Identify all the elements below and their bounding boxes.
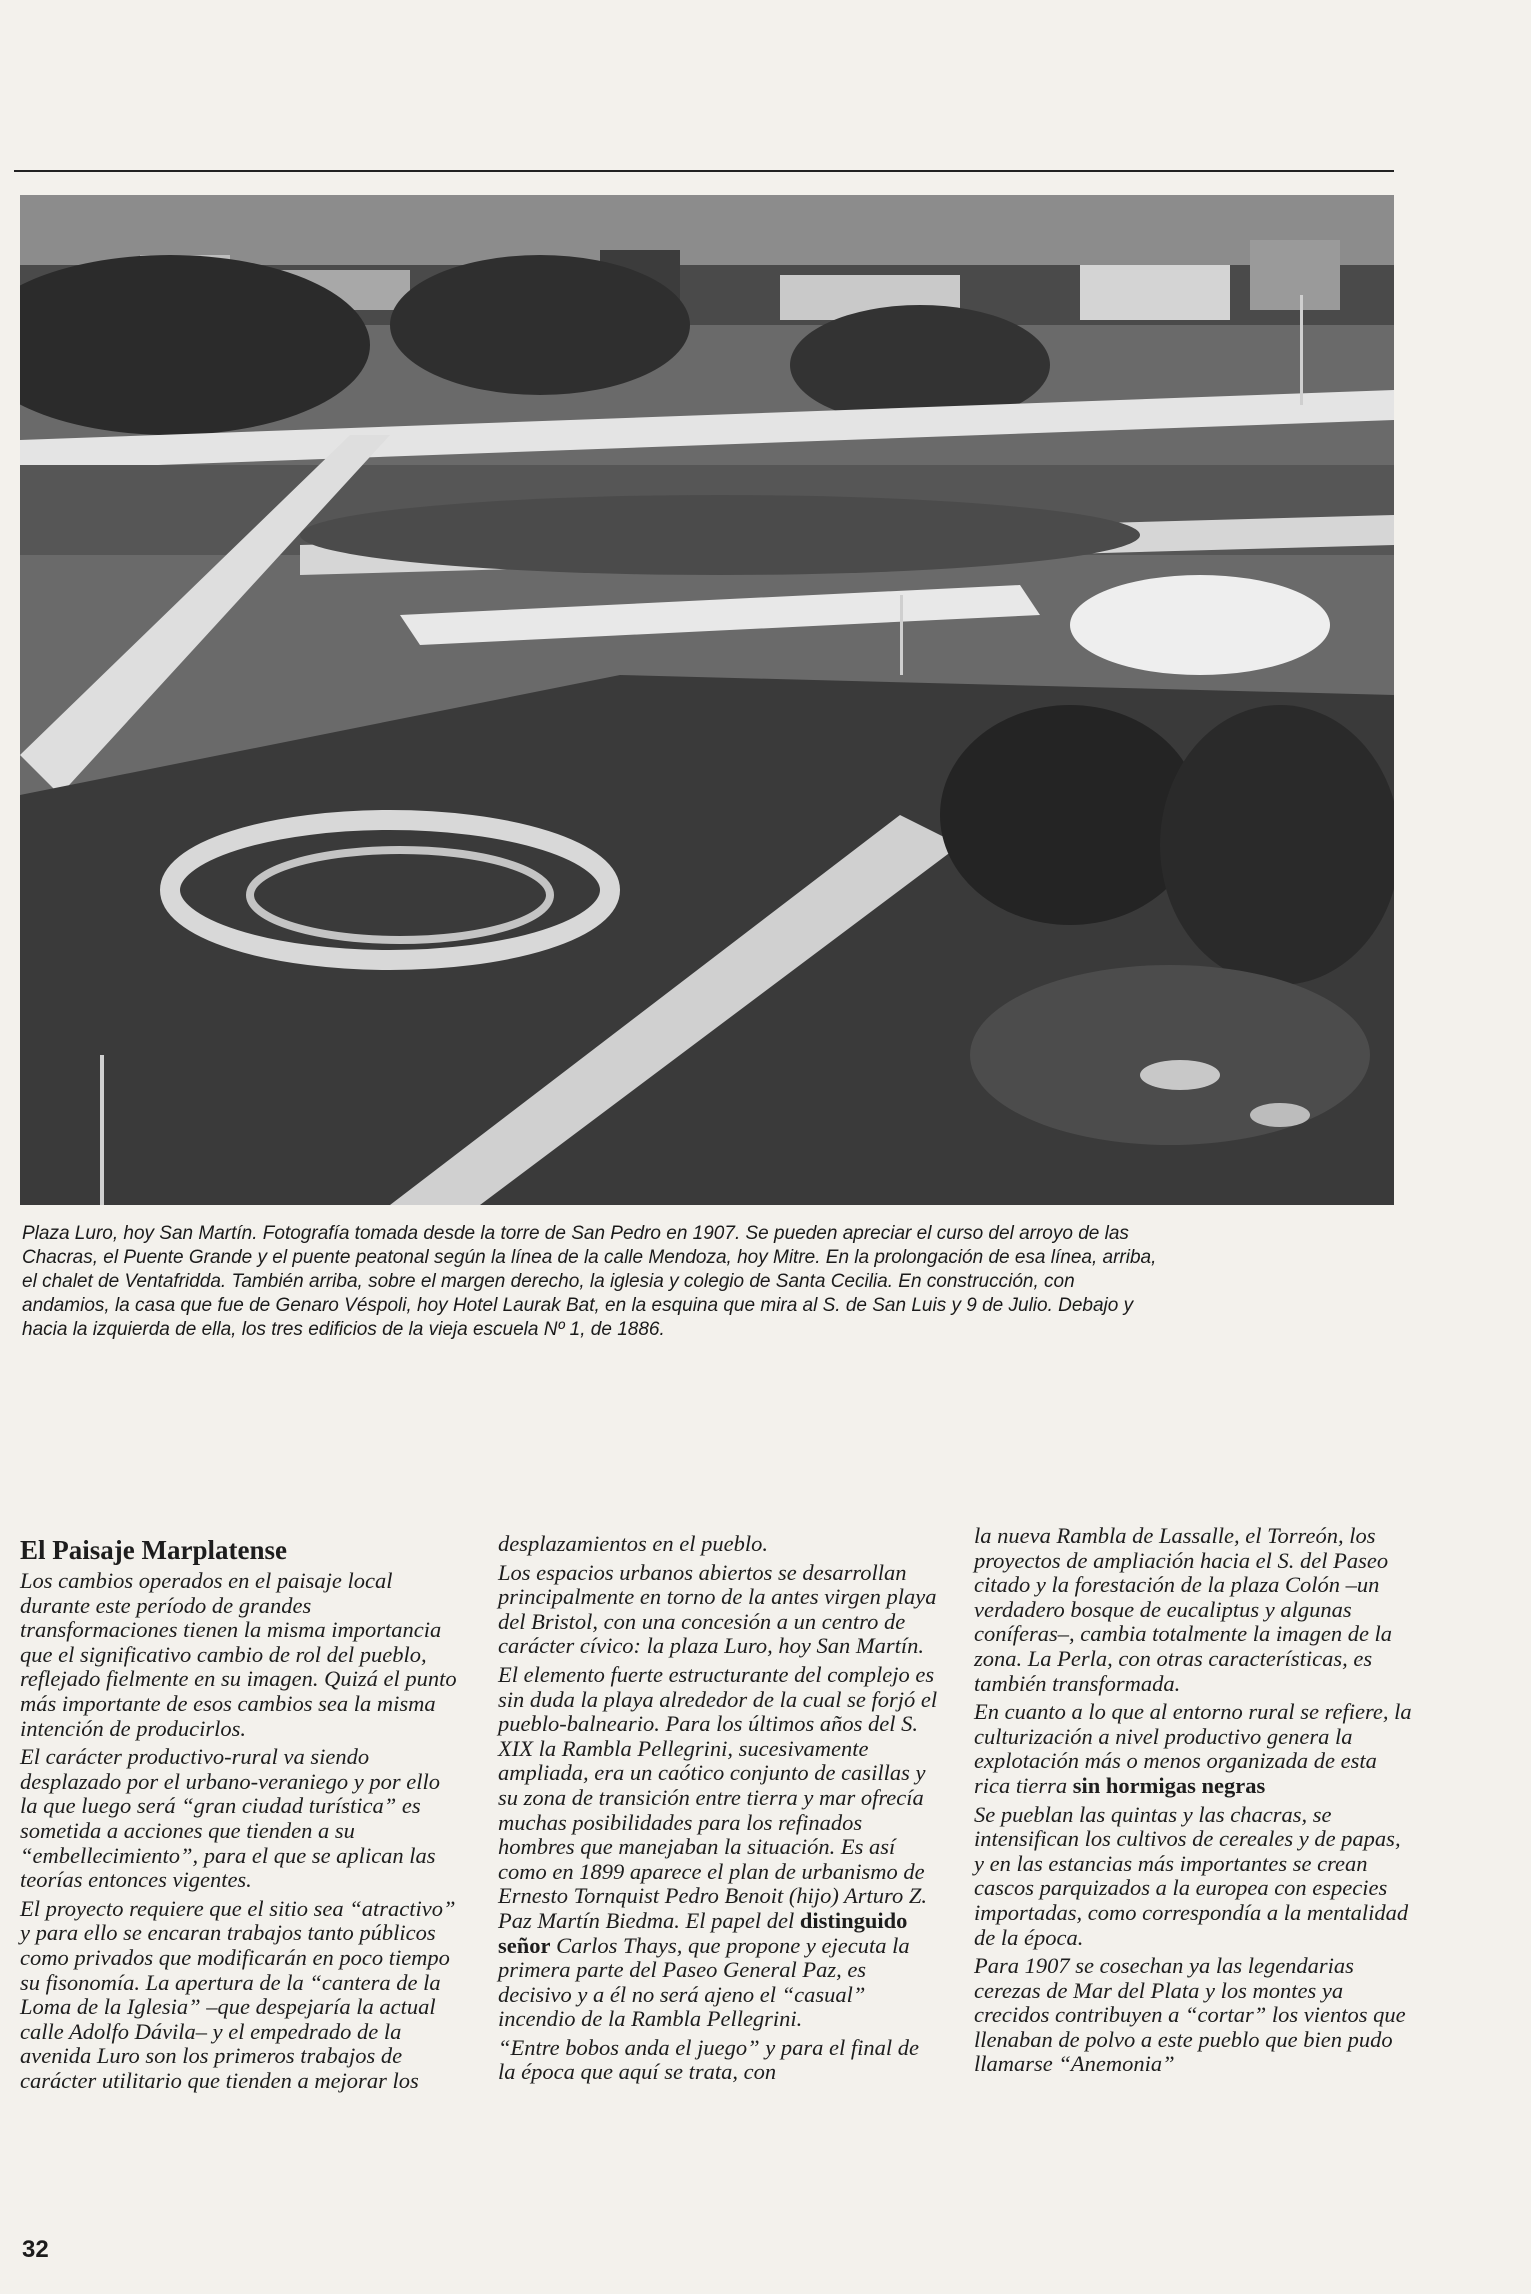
- paragraph-text: En cuanto a lo que al entorno rural se refiere, la culturización a nivel productivo genera la explotación más o menos organizada de esta rica tierra: [974, 1699, 1412, 1798]
- paragraph: Los espacios urbanos abiertos se desarrollan principalmente en torno de la antes virgen playa del Bristol, con una concesión a un centro de carácter cívico: la plaza Luro, hoy San Martín.: [498, 1559, 937, 1659]
- paragraph: [498, 1663, 938, 2032]
- plaza-photo-illustration: [20, 195, 1394, 1205]
- article-column-2: [498, 1532, 938, 2089]
- paragraph: El proyecto requiere que el sitio sea “atractivo” y para ello se encaran trabajos tanto públicos como privados que modificarán en poco tiempo su fisonomía. La apertura de la “cantera de la Loma de la Iglesia” –que despejaría la actual calle Adolfo Dávila– y el empedrado de la avenida Luro son los primeros trabajos de carácter utilitario que tienden a mejorar los: [20, 1895, 456, 2093]
- paragraph: desplazamientos en el pueblo.: [498, 1531, 768, 1556]
- caption-line: Plaza Luro, hoy San Martín. Fotografía tomada desde la torre de San Pedro en 1907. Se pueden apreciar el curso del arroyo de las: [22, 1223, 1129, 1244]
- article-column-3: [974, 1524, 1414, 2081]
- page-number: 32: [22, 2236, 49, 2263]
- article-heading: El Paisaje Marplatense: [20, 1535, 287, 1565]
- paragraph: Los cambios operados en el paisaje local durante este período de grandes transformaciones tienen la misma importancia que el significativo cambio de rol del pueblo, reflejado fielmente en su imagen. Quizá el punto más importante de esos cambios sea la misma intención de producirlos.: [20, 1568, 457, 1741]
- caption-line: andamios, la casa que fue de Genaro Véspoli, hoy Hotel Laurak Bat, en la esquina que mira al S. de San Luis y 9 de Julio. Debajo y: [22, 1295, 1134, 1316]
- article-column-1: [20, 1535, 460, 2097]
- paragraph-text: Carlos Thays, que propone y ejecuta la primera parte del Paseo General Paz, es decisivo y a él no será ajeno el “casual” incendio de la Rambla Pellegrini.: [498, 1932, 910, 2032]
- header-rule: [14, 170, 1394, 172]
- paragraph: la nueva Rambla de Lassalle, el Torreón, los proyectos de ampliación hacia el S. del Paseo citado y la forestación de la plaza Colón –un verdadero bosque de eucaliptus y algunas coníferas–, cambia totalmente la imagen de la zona. La Perla, con otras características, es también transformada.: [974, 1523, 1393, 1696]
- paragraph: Se pueblan las quintas y las chacras, se intensifican los cultivos de cereales y de papas, y en las estancias más importantes se crean cascos parquizados a la europea con especies importadas, como correspondía a la mentalidad de la época.: [974, 1801, 1409, 1950]
- historic-photograph: [20, 195, 1394, 1205]
- bold-phrase: sin hormigas negras: [1072, 1772, 1266, 1798]
- paragraph: Para 1907 se cosechan ya las legendarias cerezas de Mar del Plata y los montes ya crecidos contribuyen a “cortar” los vientos que llenaban de polvo a este pueblo que bien pudo llamarse “Anemonia”: [974, 1953, 1406, 2077]
- photo-caption: [22, 1222, 1382, 1342]
- caption-line: Chacras, el Puente Grande y el puente peatonal según la línea de la calle Mendoza, hoy Mitre. En la prolongación de esa línea, arriba,: [22, 1247, 1157, 1268]
- caption-line: el chalet de Ventafridda. También arriba, sobre el margen derecho, la iglesia y colegio de Santa Cecilia. En construcción, con: [22, 1271, 1075, 1292]
- caption-line: hacia la izquierda de ella, los tres edificios de la vieja escuela Nº 1, de 1886.: [22, 1319, 665, 1340]
- bold-phrase: distinguido señor: [498, 1907, 908, 1958]
- paragraph-text: El elemento fuerte estructurante del complejo es sin duda la playa alrededor de la cual se forjó el pueblo-balneario. Para los últimos años del S. XIX la Rambla Pellegrini, sucesivamente ampliada, era un caótico conjunto de casillas y su zona de transición entre tierra y mar ofrecía muchas posibilidades para los refinados hombres que manejaban la situación. Es así como en 1899 aparece el plan de urbanismo de Ernesto Tornquist Pedro Benoit (hijo) Arturo Z. Paz Martín Biedma. El papel del: [498, 1661, 938, 1933]
- paragraph: [974, 1700, 1414, 1798]
- paragraph: El carácter productivo-rural va siendo desplazado por el urbano-veraniego y por ello la que luego será “gran ciudad turística” es sometida a acciones que tienden a su “embellecimiento”, para el que se aplican las teorías entonces vigentes.: [20, 1744, 440, 1893]
- paragraph: “Entre bobos anda el juego” y para el final de la época que aquí se trata, con: [498, 2034, 920, 2085]
